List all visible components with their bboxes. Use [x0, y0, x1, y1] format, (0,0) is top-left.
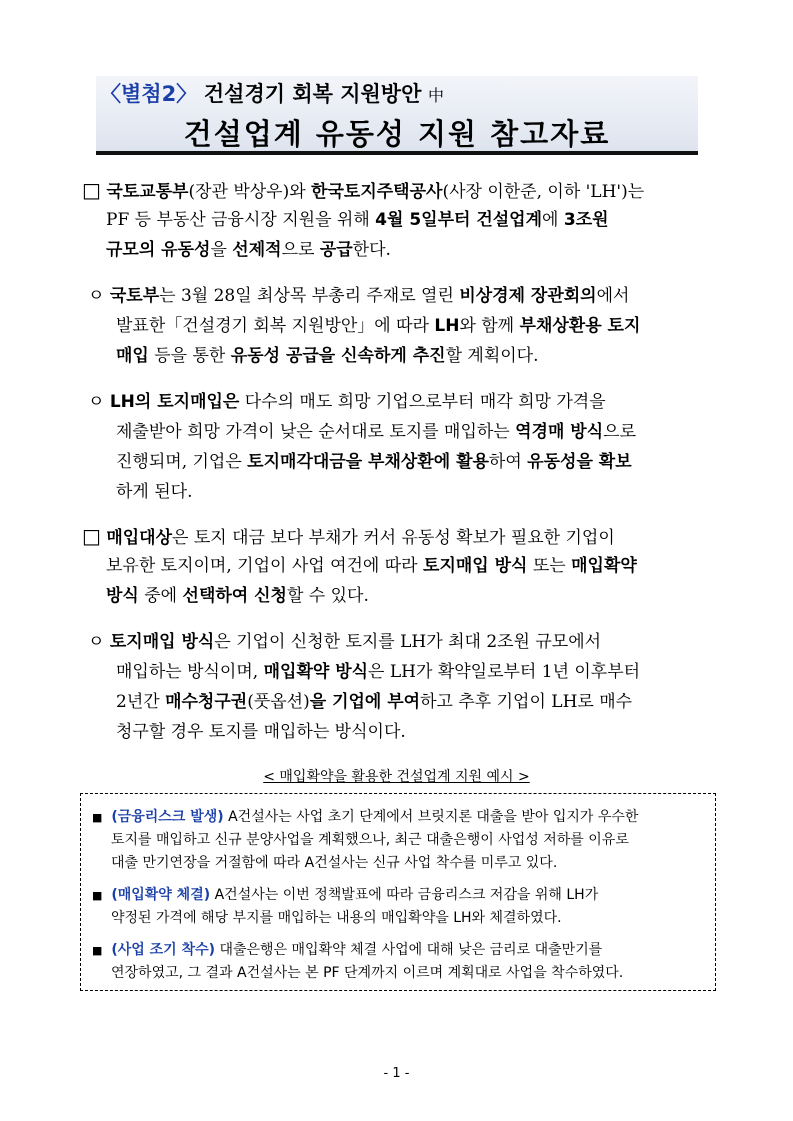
emph: 매입확약 방식: [263, 662, 369, 682]
section1-line2: [106, 210, 609, 230]
text: A건설사는 이번 정책발표에 따라 금융리스크 저감을 위해 LH가: [210, 887, 599, 903]
emph: 선제적: [232, 240, 282, 260]
square-bullet-icon: □: [82, 524, 101, 548]
text: 은 토지 대금 보다 부채가 커서 유동성 확보가 필요한 기업이: [172, 528, 615, 548]
square-bullet-icon: ■: [92, 889, 103, 902]
text: 청구할 경우 토지를 매입하는 방식이다.: [116, 722, 406, 742]
text: 하여: [488, 452, 528, 472]
s2sub1-line3: [116, 692, 632, 712]
square-bullet-icon: □: [82, 178, 101, 202]
text: (풋옵션): [247, 692, 310, 712]
text: 는 3월 28일 최상목 부총리 주재로 열린: [159, 286, 460, 306]
text: 대출은행은 매입확약 체결 사업에 대해 낮은 금리로 대출만기를: [215, 942, 603, 958]
text: 으로: [603, 422, 637, 442]
caption-text: < 매입확약을 활용한 건설업계 지원 예시 >: [263, 769, 530, 785]
emph: 국토교통부: [106, 182, 189, 202]
text: 하고 추후 기업이 LH로 매수: [420, 692, 633, 712]
text: 하게 된다.: [116, 482, 193, 502]
square-bullet-icon: ■: [92, 811, 103, 824]
emph: 국토부: [109, 286, 160, 306]
example-item-2-line2: 약정된 가격에 해당 부지를 매입하는 내용의 매입확약을 LH와 체결하였다.: [111, 910, 562, 926]
example-item-2-line1: [92, 886, 598, 905]
text: 와 함께: [459, 316, 520, 336]
text: 또는: [527, 556, 572, 576]
sub1-line3: [116, 346, 539, 366]
text: (장관 박상우)와: [188, 182, 312, 202]
example-caption: [0, 766, 793, 786]
text: A건설사는 사업 초기 단계에서 브릿지론 대출을 받아 입지가 우수한: [223, 809, 639, 825]
emph: 비상경제 장관회의: [459, 286, 597, 306]
text: 할 수 있다.: [286, 586, 369, 606]
sub2-line2: [116, 422, 636, 442]
emph: 토지매각대금을 부채상환에 활용: [247, 452, 489, 472]
example-item-3-line1: [92, 941, 602, 960]
example-item-1-line3: 대출 만기연장을 거절함에 따라 A건설사는 신규 사업 착수를 미루고 있다.: [111, 855, 558, 871]
emph: 매입확약: [571, 556, 637, 576]
example-item-1-line1: [92, 808, 638, 827]
item-label: (사업 조기 착수): [111, 942, 216, 958]
emph: LH의 토지매입은: [109, 392, 240, 412]
text: 중에: [138, 586, 183, 606]
page-title: 건설업계 유동성 지원 참고자료: [183, 117, 611, 151]
attachment-tag: 〈별첨2〉: [100, 82, 198, 106]
emph: 공급: [319, 240, 353, 260]
sub1-line2: [116, 316, 640, 336]
text: 진행되며, 기업은: [116, 452, 248, 472]
section1-line3: [106, 240, 391, 260]
square-bullet-icon: ■: [92, 944, 103, 957]
text: 으로: [281, 240, 320, 260]
text: 제출받아 희망 가격이 낮은 순서대로 토지를 매입하는: [116, 422, 516, 442]
emph: 토지매입 방식: [109, 632, 215, 652]
example-item-3-line2: 연장하였고, 그 결과 A건설사는 본 PF 단계까지 이르며 계획대로 사업을 착수하였다.: [111, 965, 624, 981]
text: 발표한「건설경기 회복 지원방안」에 따라: [116, 316, 435, 336]
emph: 규모의 유동성: [106, 240, 211, 260]
emph: 부채상환용 토지: [519, 316, 641, 336]
text: 다수의 매도 희망 기업으로부터 매각 희망 가격을: [239, 392, 606, 412]
text: 보유한 토지이며, 기업이 사업 여건에 따라: [106, 556, 424, 576]
text: PF 등 부동산 금융시장 지원을 위해: [106, 210, 376, 230]
text: 은 기업이 신청한 토지를 LH가 최대 2조원 규모에서: [214, 632, 602, 652]
emph: 토지매입 방식: [423, 556, 528, 576]
sub1-line1: [88, 286, 629, 306]
text: 에: [542, 210, 564, 230]
emph: 매수청구권: [165, 692, 248, 712]
text: (사장 이한준, 이하 'LH')는: [442, 182, 645, 202]
item-label: (금융리스크 발생): [111, 809, 224, 825]
emph: 3조원: [563, 210, 609, 230]
circle-bullet-icon: ㅇ: [88, 392, 105, 412]
section2-line1: [82, 526, 615, 548]
text: 을: [210, 240, 233, 260]
s2sub1-line2: [116, 662, 640, 682]
section1-line1: [82, 180, 644, 202]
subtitle-suffix: 中: [428, 86, 445, 105]
item-label: (매입확약 체결): [111, 887, 211, 903]
text: 에서: [596, 286, 630, 306]
emph: 매입대상: [106, 528, 173, 548]
section2-line2: [106, 556, 637, 576]
emph: 4월 5일부터 건설업계: [375, 210, 543, 230]
emph: 방식: [106, 586, 139, 606]
section2-line3: [106, 586, 369, 606]
subtitle-text: 건설경기 회복 지원방안: [203, 82, 422, 106]
s2sub1-line1: [88, 632, 601, 652]
example-item-1-line2: 토지를 매입하고 신규 분양사업을 계획했으나, 최근 대출은행이 사업성 저하를 이유로: [111, 832, 629, 848]
emph: LH: [434, 316, 460, 336]
emph: 유동성을 확보: [527, 452, 632, 472]
emph: 선택하여 신청: [182, 586, 287, 606]
text: 등을 통한: [148, 346, 231, 366]
text: 은 LH가 확약일로부터 1년 이후부터: [368, 662, 641, 682]
sub2-line3: [116, 452, 632, 472]
text: 매입하는 방식이며,: [116, 662, 264, 682]
text: 한다.: [352, 240, 391, 260]
emph: 한국토지주택공사: [311, 182, 443, 202]
circle-bullet-icon: ㅇ: [88, 632, 105, 652]
emph: 을 기업에 부여: [309, 692, 421, 712]
circle-bullet-icon: ㅇ: [88, 286, 105, 306]
emph: 역경매 방식: [515, 422, 604, 442]
emph: 유동성 공급을 신속하게 추진: [230, 346, 446, 366]
emph: 매입: [116, 346, 149, 366]
s2sub1-line4: [116, 722, 406, 742]
text: 할 계획이다.: [445, 346, 539, 366]
sub2-line4: [116, 482, 193, 502]
text: 2년간: [116, 692, 166, 712]
sub2-line1: [88, 392, 606, 412]
page-number: - 1 -: [383, 1066, 410, 1081]
banner-subtitle: [100, 78, 444, 108]
